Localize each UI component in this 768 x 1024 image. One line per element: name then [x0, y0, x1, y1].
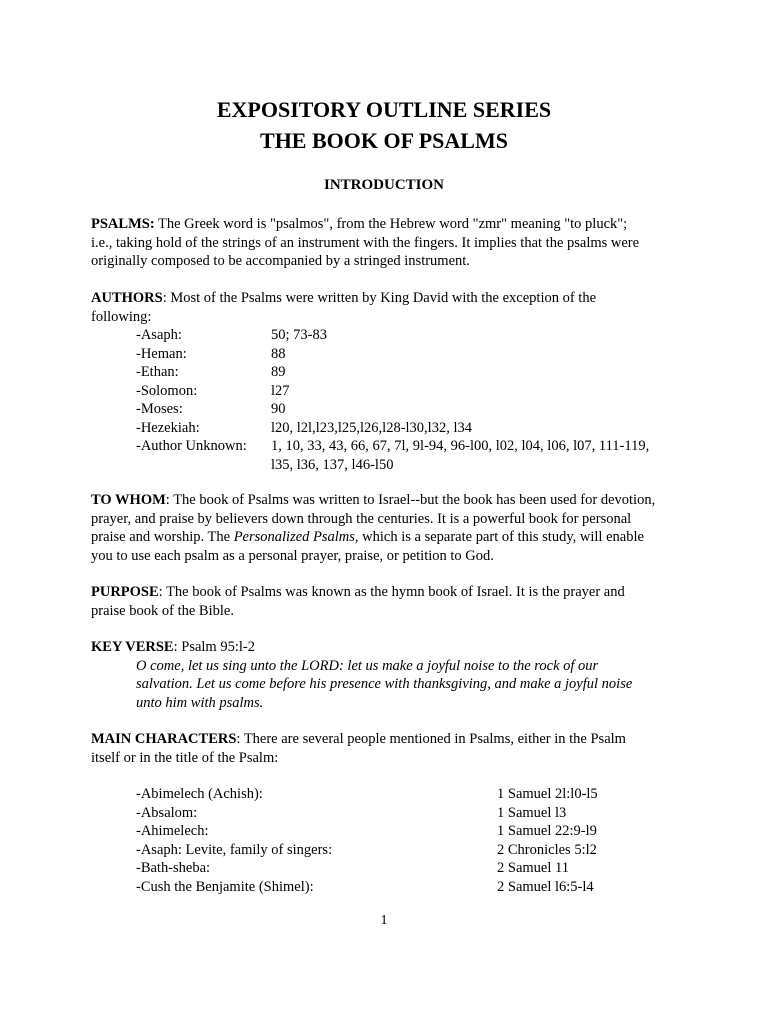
authors-line-2: following:	[91, 308, 152, 325]
character-reference: 1 Samuel 22:9-l9	[497, 823, 597, 839]
author-name: -Heman:	[136, 345, 187, 362]
purpose-line-1	[91, 583, 691, 602]
author-name: -Author Unknown:	[136, 438, 247, 454]
authors-text: : Most of the Psalms were written by King David with the exception of the	[162, 290, 597, 306]
character-reference: 2 Samuel l6:5-l4	[497, 878, 594, 895]
character-reference: 1 Samuel 2l:l0-l5	[497, 786, 598, 802]
to-whom-line-3	[91, 528, 691, 547]
key-verse-quote-line-2: salvation. Let us come before his presence with thanksgiving, and make a joyful noise	[136, 676, 633, 692]
author-psalms-continued: l35, l36, 137, l46-l50	[271, 456, 394, 473]
author-psalms: 50; 73-83	[271, 327, 327, 343]
to-whom-line-1	[91, 491, 691, 510]
author-name: -Ethan:	[136, 364, 179, 380]
author-psalms: 90	[271, 401, 286, 417]
purpose-label: PURPOSE	[91, 584, 159, 600]
character-reference: 2 Chronicles 5:l2	[497, 841, 597, 858]
to-whom-paragraph	[91, 491, 691, 565]
main-characters-line-1	[91, 730, 691, 749]
key-verse-heading	[91, 638, 691, 657]
author-psalms: l27	[271, 382, 290, 399]
key-verse-reference: : Psalm 95:l-2	[173, 639, 255, 655]
purpose-text: : The book of Psalms was known as the hymn book of Israel. It is the prayer and	[158, 584, 625, 600]
document-title-line-1: EXPOSITORY OUTLINE SERIES	[216, 97, 552, 122]
main-characters-label: MAIN CHARACTERS	[91, 731, 237, 747]
to-whom-label: TO WHOM	[91, 492, 166, 508]
document-title-line-2: THE BOOK OF PSALMS	[260, 128, 508, 153]
psalms-line-2: i.e., taking hold of the strings of an instrument with the fingers. It implies that the psalms were	[91, 234, 640, 251]
character-name: -Bath-sheba:	[136, 860, 211, 876]
main-characters-paragraph	[91, 730, 691, 767]
purpose-line-2: praise book of the Bible.	[91, 602, 234, 619]
author-psalms: 88	[271, 345, 286, 362]
to-whom-text-a: praise and worship. The	[91, 529, 234, 545]
psalms-line-1	[91, 215, 691, 234]
authors-label: AUTHORS	[91, 290, 163, 306]
key-verse-quote	[136, 657, 676, 713]
main-characters-text: : There are several people mentioned in Psalms, either in the Psalm	[236, 731, 626, 747]
to-whom-text-b: , which is a separate part of this study, will enable	[354, 529, 644, 545]
character-name: -Asaph: Levite, family of singers:	[136, 841, 333, 858]
key-verse-quote-line-1: O come, let us sing unto the LORD: let us make a joyful noise to the rock of our	[136, 657, 599, 674]
key-verse-label: KEY VERSE	[91, 639, 174, 655]
author-name: -Moses:	[136, 401, 183, 417]
character-reference: 2 Samuel 11	[497, 860, 569, 876]
to-whom-line-2: prayer, and praise by believers down through the centuries. It is a powerful book for personal	[91, 510, 632, 527]
psalms-paragraph	[91, 215, 691, 271]
author-name: -Hezekiah:	[136, 419, 200, 436]
character-reference: 1 Samuel l3	[497, 804, 567, 821]
psalms-text: The Greek word is "psalmos", from the Hebrew word "zmr" meaning "to pluck";	[154, 216, 628, 232]
key-verse-quote-line-3: unto him with psalms.	[136, 694, 264, 711]
purpose-paragraph	[91, 583, 691, 620]
character-name: -Cush the Benjamite (Shimel):	[136, 878, 314, 895]
key-verse-line	[91, 638, 691, 657]
psalms-line-3: originally composed to be accompanied by a stringed instrument.	[91, 253, 470, 269]
character-name: -Absalom:	[136, 804, 198, 821]
character-name: -Ahimelech:	[136, 823, 209, 839]
to-whom-line-4: you to use each psalm as a personal prayer, praise, or petition to God.	[91, 547, 494, 564]
section-heading: INTRODUCTION	[323, 177, 444, 193]
to-whom-text: : The book of Psalms was written to Israel--but the book has been used for devotion,	[165, 492, 656, 508]
psalms-label: PSALMS:	[91, 216, 155, 232]
author-psalms: 1, 10, 33, 43, 66, 67, 7l, 9l-94, 96-l00, l02, l04, l06, l07, 111-119,	[271, 438, 650, 454]
author-psalms: 89	[271, 364, 286, 380]
character-name: -Abimelech (Achish):	[136, 786, 263, 802]
page-number: 1	[380, 913, 388, 928]
main-characters-line-2: itself or in the title of the Psalm:	[91, 749, 279, 766]
author-psalms: l20, l2l,l23,l25,l26,l28-l30,l32, l34	[271, 419, 472, 436]
authors-paragraph	[91, 289, 691, 326]
author-name: -Solomon:	[136, 382, 198, 399]
authors-line-1	[91, 289, 691, 308]
personalized-psalms-title: Personalized Psalms	[233, 529, 355, 545]
author-name: -Asaph:	[136, 327, 182, 343]
